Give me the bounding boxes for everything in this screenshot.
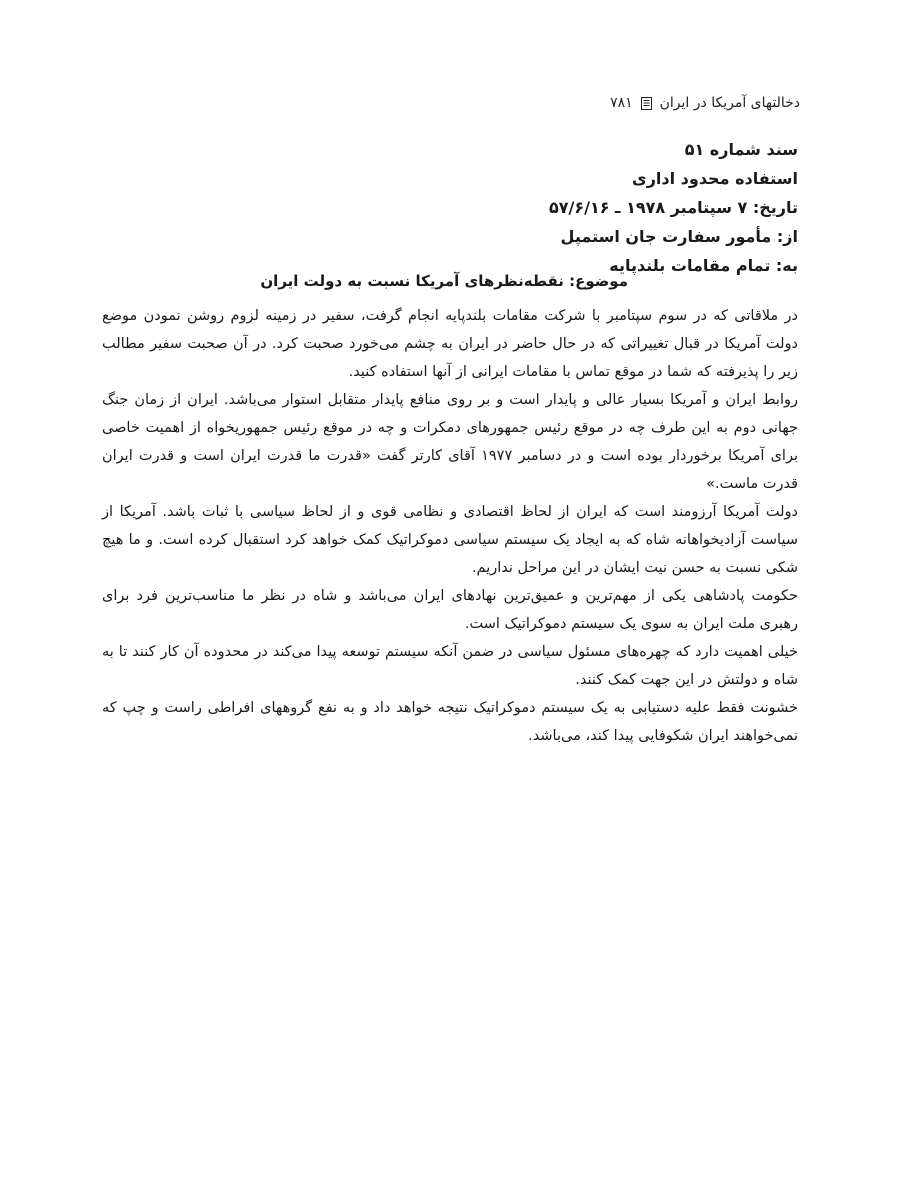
document-from: از: مأمور سفارت جان استمپل	[560, 227, 798, 246]
document-header-block	[549, 135, 798, 280]
classification: استفاده محدود اداری	[632, 169, 798, 188]
running-header	[610, 95, 800, 111]
document-icon	[641, 97, 652, 110]
body-paragraph: روابط ایران و آمریکا بسیار عالی و پایدار است و بر روی منافع پایدار متقابل استوار می‌باشد. ایران از زمان جنگ جهانی دوم به این طرف چه در موقع رئیس جمهورهای دمکرات و چه در موقع رئیس جمهوریخواه از اهمیت خاصی برای آمریکا برخوردار بوده است و در دسامبر ۱۹۷۷ آقای کارتر گفت «قدرت ما قدرت ایران است و قدرت ایران قدرت ماست.»	[102, 392, 798, 492]
document-to: به: تمام مقامات بلندپایه	[609, 256, 798, 275]
body-paragraph: خشونت فقط علیه دستیابی به یک سیستم دموکراتیک نتیجه خواهد داد و به نفع گروههای افراطی راست و چپ که نمی‌خواهند ایران شکوفایی پیدا کند، می‌باشد.	[102, 700, 798, 744]
body-paragraph: خیلی اهمیت دارد که چهره‌های مسئول سیاسی در ضمن آنکه سیستم توسعه پیدا می‌کند در محدوده آن کار کنند تا به شاه و دولتش در این جهت کمک کنند.	[102, 644, 798, 688]
document-number: سند شماره ۵۱	[684, 140, 798, 159]
document-subject: موضوع: نقطه‌نظرهای آمریکا نسبت به دولت ایران	[260, 272, 628, 290]
running-header-title: دخالتهای آمریکا در ایران	[659, 95, 800, 111]
body-paragraph: دولت آمریکا آرزومند است که ایران از لحاظ اقتصادی و نظامی قوی و از لحاظ سیاسی با ثبات باشد. آمریکا از سیاست آزادیخواهانه شاه که به ایجاد یک سیستم سیاسی دموکراتیک کمک خواهد کرد استقبال کرده است. و ما هیچ شکی نسبت به حسن نیت ایشان در این مراحل نداریم.	[102, 504, 798, 576]
body-paragraph: در ملاقاتی که در سوم سپتامبر با شرکت مقامات بلندپایه انجام گرفت، سفیر در زمینه لزوم روشن نمودن موضع دولت آمریکا در قبال تغییراتی که در حال حاضر در ایران به چشم می‌خورد صحبت کرد. در آن صحبت سفیر مطالب زیر را پذیرفته که شما در موقع تماس با مقامات ایرانی از آنها استفاده کنید.	[102, 308, 798, 380]
body-paragraph: حکومت پادشاهی یکی از مهم‌ترین و عمیق‌ترین نهادهای ایران می‌باشد و شاه در نظر ما مناسب‌ترین فرد برای رهبری ملت ایران به سوی یک سیستم دموکراتیک است.	[102, 588, 798, 632]
document-date: تاریخ: ۷ سپتامبر ۱۹۷۸ ـ ۵۷/۶/۱۶	[548, 198, 798, 217]
document-body	[102, 302, 798, 750]
page-number: ۷۸۱	[610, 95, 633, 111]
